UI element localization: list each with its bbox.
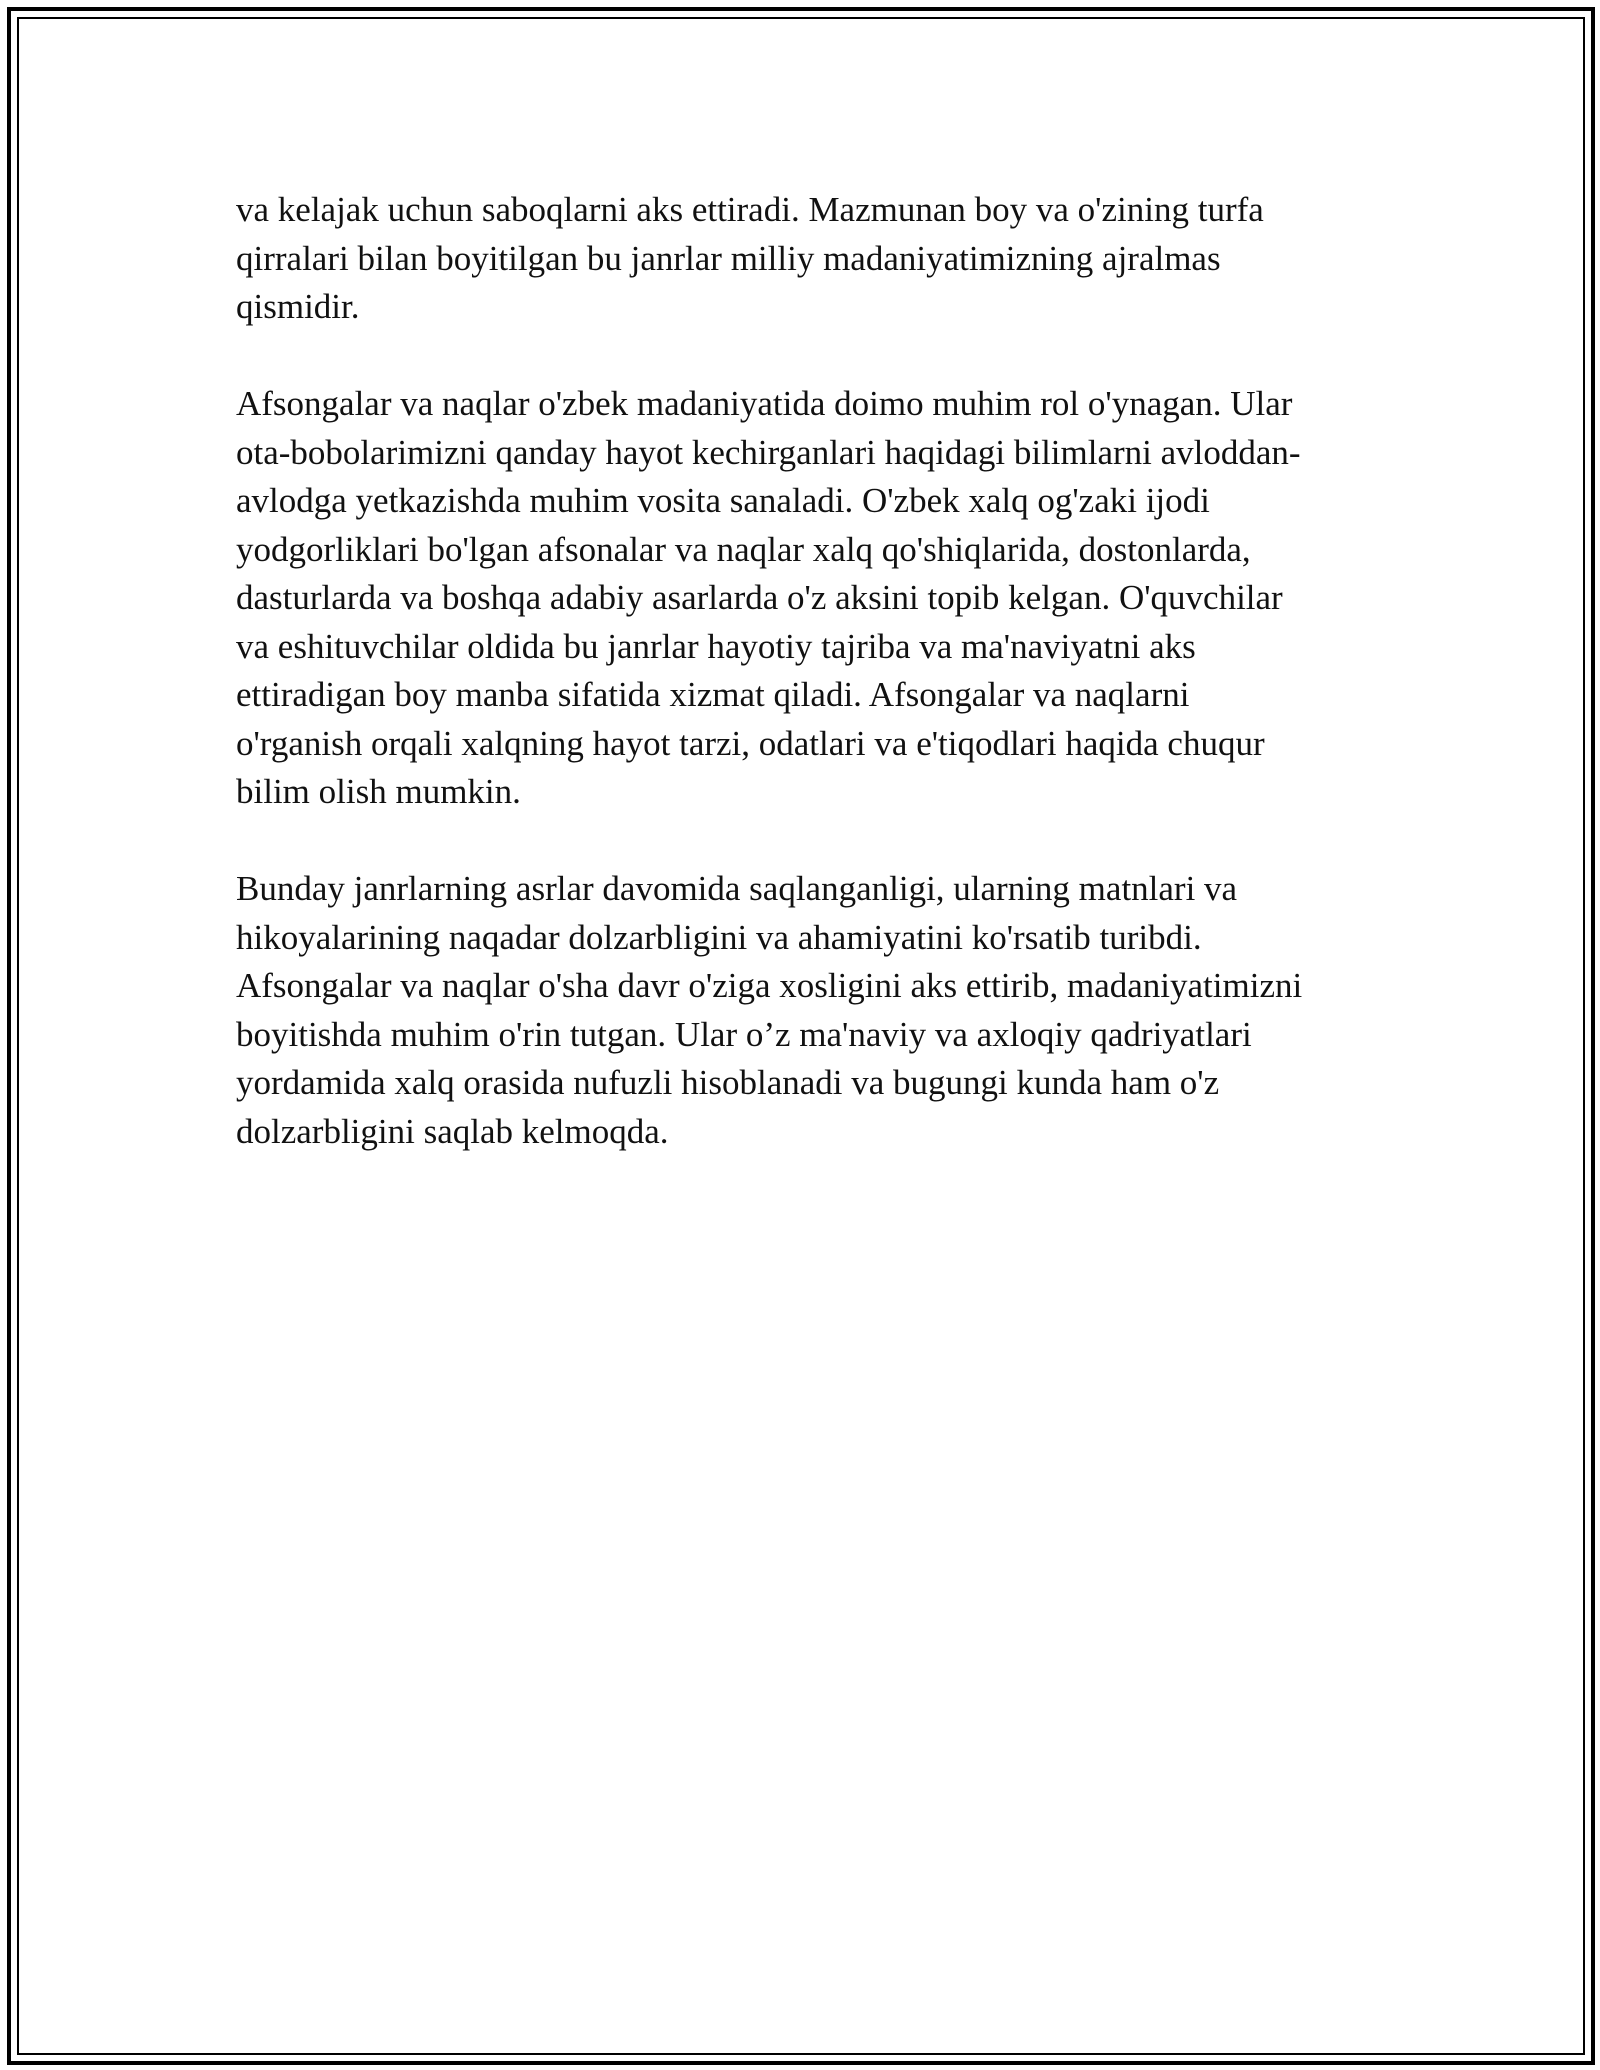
paragraph-3-line-6: dolzarbligini saqlab kelmoqda. (236, 1111, 669, 1151)
document-body (236, 186, 1366, 1205)
paragraph-2-line-6: va eshituvchilar oldida bu janrlar hayotiy tajriba va ma'naviyatni aks (236, 626, 1196, 666)
paragraph-2-line-3: avlodga yetkazishda muhim vosita sanaladi. O'zbek xalq og'zaki ijodi (236, 481, 1210, 520)
paragraph-2-line-9: bilim olish mumkin. (236, 772, 521, 811)
paragraph-3-line-1: Bunday janrlarning asrlar davomida saqlanganligi, ularning matnlari va (236, 869, 1238, 908)
paragraph-2-line-1: Afsongalar va naqlar o'zbek madaniyatida doimo muhim rol o'ynagan. Ular (236, 384, 1293, 423)
paragraph-2-line-8: o'rganish orqali xalqning hayot tarzi, odatlari va e'tiqodlari haqida chuqur (236, 723, 1265, 763)
paragraph-3-line-3: Afsongalar va naqlar o'sha davr o'ziga xosligini aks ettirib, madaniyatimizni (236, 966, 1303, 1005)
paragraph-1 (236, 186, 1366, 332)
paragraph-2-line-4: yodgorliklari bo'lgan afsonalar va naqlar xalq qo'shiqlarida, dostonlarda, (236, 529, 1251, 569)
paragraph-3-line-5: yordamida xalq orasida nufuzli hisoblanadi va bugungi kunda ham o'z (236, 1063, 1220, 1102)
paragraph-1-line-3: qismidir. (236, 287, 360, 326)
paragraph-3-line-2: hikoyalarining naqadar dolzarbligini va ahamiyatini ko'rsatib turibdi. (236, 917, 1202, 957)
paragraph-2-line-2: ota-bobolarimizni qanday hayot kechirganlari haqidagi bilimlarni avloddan- (236, 432, 1301, 472)
paragraph-1-line-1: va kelajak uchun saboqlarni aks ettiradi. Mazmunan boy va o'zining turfa (236, 190, 1264, 229)
paragraph-2-line-7: ettiradigan boy manba sifatida xizmat qiladi. Afsongalar va naqlarni (236, 675, 1190, 714)
paragraph-3 (236, 865, 1366, 1156)
paragraph-2-line-5: dasturlarda va boshqa adabiy asarlarda o'z aksini topib kelgan. O'quvchilar (236, 578, 1283, 617)
paragraph-1-line-2: qirralari bilan boyitilgan bu janrlar milliy madaniyatimizning ajralmas (236, 238, 1221, 278)
paragraph-2 (236, 380, 1366, 817)
paragraph-3-line-4: boyitishda muhim o'rin tutgan. Ular o’z ma'naviy va axloqiy qadriyatlari (236, 1014, 1252, 1054)
